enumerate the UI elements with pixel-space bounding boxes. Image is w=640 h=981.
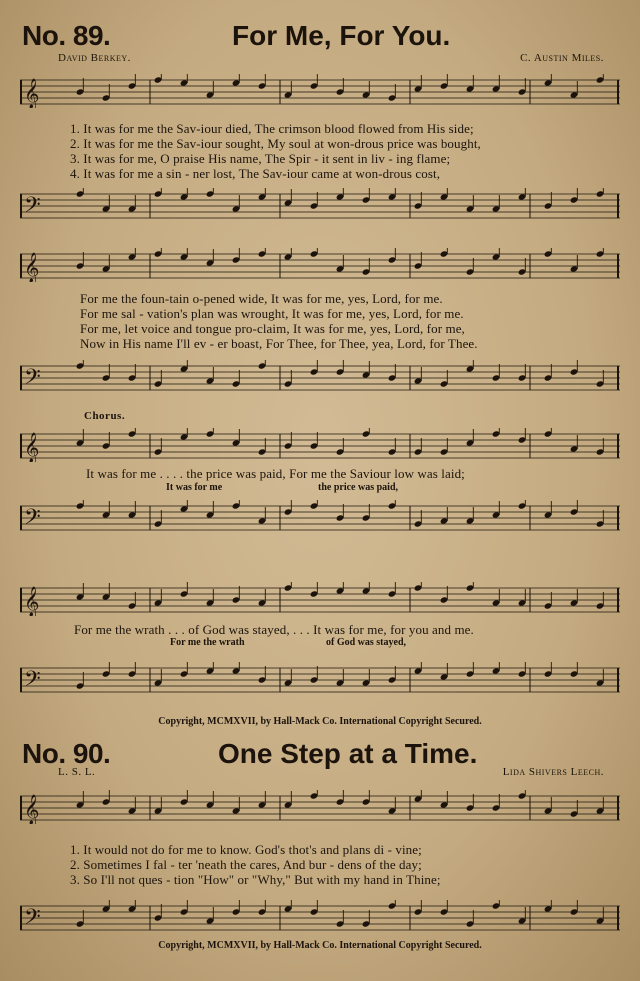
- hymn-90-title: One Step at a Time.: [218, 738, 478, 769]
- hymn-90-lyricist: L. S. L.: [58, 766, 96, 778]
- hymn-90-number: No. 90.: [22, 738, 111, 769]
- hymn-89-lyricist: David Berkey.: [58, 52, 131, 64]
- hymn-89-number: No. 89.: [22, 20, 111, 51]
- verse-2-line-1: 2. It was for me the Sav-iour sought, My soul at won-drous price was bought,: [70, 136, 481, 151]
- verse-3-line-1: 3. It was for me, O praise His name, The Spir - it sent in liv - ing flame;: [70, 151, 451, 166]
- hymn-90-copyright: Copyright, MCMXVII, by Hall-Mack Co. International Copyright Secured.: [158, 940, 482, 951]
- bass-staff: [20, 360, 620, 392]
- bass-clef-icon: 𝄢: [24, 505, 41, 534]
- treble-clef-icon: 𝄞: [24, 253, 40, 282]
- treble-clef-icon: 𝄞: [24, 79, 40, 108]
- bass-staff: [20, 500, 620, 532]
- verse-1-line-1: 1. It was for me the Sav-iour died, The crimson blood flowed from His side;: [70, 121, 474, 136]
- hymn-89-composer: C. Austin Miles.: [520, 52, 604, 64]
- treble-clef-icon: 𝄞: [24, 587, 40, 616]
- bass-clef-icon: 𝄢: [24, 905, 41, 934]
- chorus-label: Chorus.: [84, 410, 126, 422]
- bass-clef-icon: 𝄢: [24, 667, 41, 696]
- verse-2-line-2: For me sal - vation's plan was wrought, It was for me, yes, Lord, for me.: [80, 306, 464, 321]
- bass-cue: It was for me: [166, 482, 223, 493]
- bass-staff: [20, 188, 620, 220]
- verse-1-line-2: For me the foun-tain o-pened wide, It was for me, yes, Lord, for me.: [80, 291, 443, 306]
- bass-cue: For me the wrath: [170, 637, 245, 648]
- treble-staff: [20, 582, 620, 614]
- hymn-89-copyright: Copyright, MCMXVII, by Hall-Mack Co. International Copyright Secured.: [158, 716, 482, 727]
- bass-staff: [20, 662, 620, 694]
- bass-cue: the price was paid,: [318, 482, 398, 493]
- hymn-90-verse-1: 1. It would not do for me to know. God's thot's and plans di - vine;: [70, 842, 422, 857]
- bass-clef-icon: 𝄢: [24, 365, 41, 394]
- hymn-89-title: For Me, For You.: [232, 20, 451, 51]
- treble-staff: [20, 74, 620, 106]
- hymn-90-composer: Lida Shivers Leech.: [502, 766, 604, 778]
- bass-cue: of God was stayed,: [326, 637, 407, 648]
- verse-3-line-2: For me, let voice and tongue pro-claim, It was for me, yes, Lord, for me,: [80, 321, 465, 336]
- treble-staff: [20, 790, 620, 822]
- chorus-line-1: It was for me . . . . the price was paid, For me the Saviour low was laid;: [86, 466, 465, 481]
- treble-staff: [20, 248, 620, 280]
- bass-staff: [20, 900, 620, 932]
- hymn-90-verse-2: 2. Sometimes I fal - ter 'neath the cares, And bur - dens of the day;: [70, 857, 422, 872]
- treble-clef-icon: 𝄞: [24, 433, 40, 462]
- chorus-line-2: For me the wrath . . . of God was stayed, . . . It was for me, for you and me.: [74, 622, 474, 637]
- treble-clef-icon: 𝄞: [24, 795, 40, 824]
- verse-4-line-2: Now in His name I'll ev - er boast, For Thee, for Thee, yea, Lord, for Thee.: [80, 336, 478, 351]
- hymn-90-verse-3: 3. So I'll not ques - tion "How" or "Why," But with my hand in Thine;: [70, 872, 441, 887]
- treble-staff: [20, 428, 620, 460]
- verse-4-line-1: 4. It was for me a sin - ner lost, The Sav-iour came at won-drous cost,: [70, 166, 441, 181]
- bass-clef-icon: 𝄢: [24, 193, 41, 222]
